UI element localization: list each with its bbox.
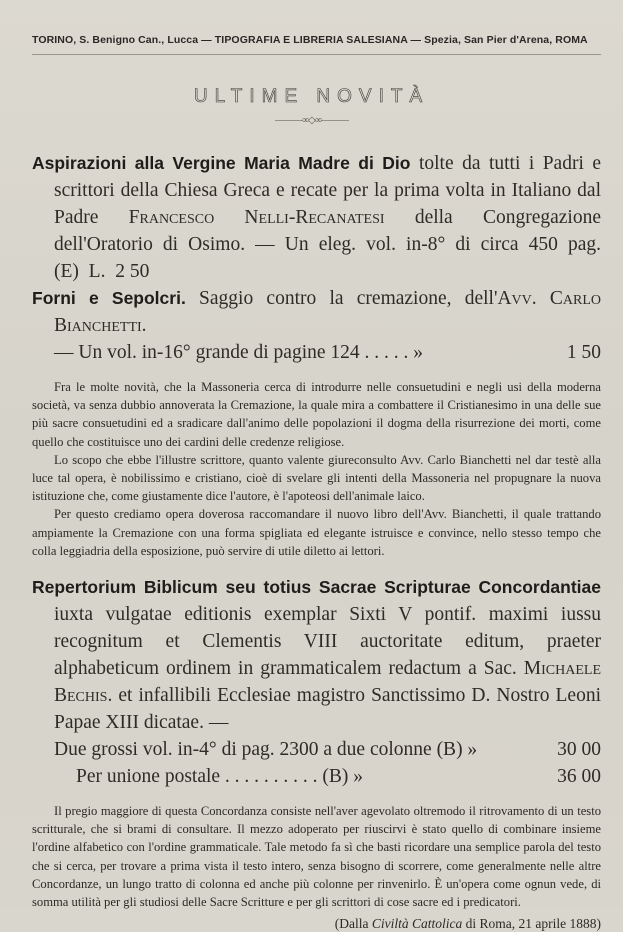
price-line (32, 736, 601, 763)
price-line (32, 763, 601, 790)
entry-text: iuxta vulgatae editionis exemplar Sixti V pontif. maximi iussu recognitum et Clementis VIII auctoritate editum, praeter alphabeticum ordinem in grammaticalem redactum a Sac. (54, 604, 601, 680)
price: 2 50 (115, 261, 150, 282)
price: 1 50 (566, 342, 601, 363)
entry-text: . et infallibili Ecclesiae magistro Sanctissimo D. Nostro Leoni Papae XIII dicatae. — (54, 685, 601, 734)
review-paragraph: Per questo crediamo opera doverosa raccomandare il nuovo libro dell'Avv. Bianchetti, il quale trattando ampiamente la Cremazione con una forma spigliata ed elegante istruisce e convince, nello stesso tempo che colla leggiadria della esposizione, può servire di utile diletto ai lettori. (32, 507, 601, 558)
price: 36 00 (557, 766, 601, 788)
entry-title: Repertorium Biblicum seu totius Sacrae Scripturae Concordantiae (32, 577, 601, 598)
entry-text: — Un vol. in-16° grande di pagine 124 . . . . . » (54, 342, 424, 363)
header-rule (32, 54, 601, 55)
review-paragraph: Lo scopo che ebbe l'illustre scrittore, quanto valente giureconsulto Avv. Carlo Bianchetti nel dar testè alla luce tal opera, è nobilissimo e cristiano, cioè di svelare gli intenti della Massoneria nel propugnare la nuova istituzione che, come giustamente dice l'autore, è l'apoteosi dell'animale laico. (32, 452, 601, 504)
citation-text: di Roma, 21 aprile 1888) (462, 916, 601, 932)
entry-text: . (141, 315, 147, 336)
price-label: L. (88, 261, 106, 282)
price: 30 00 (557, 739, 601, 761)
entry-text: tolte da tutti i Padri e scrittori della Chiesa Greca e recate per la prima volta in Italiano dal Padre (54, 153, 601, 228)
section-title: ULTIME NOVITÀ (193, 86, 430, 107)
price-line (32, 339, 601, 366)
running-head: TORINO, S. Benigno Can., Lucca — TIPOGRAFIA E LIBRERIA SALESIANA — Spezia, San Pier d'Arena, ROMA (32, 34, 588, 46)
entry-author: Francesco Nelli-Recanatesi (128, 207, 385, 228)
ornament-divider: ———∞◇∞——— (275, 115, 348, 126)
citation-source: Civiltà Cattolica (371, 916, 463, 932)
entry-title: Forni e Sepolcri. (32, 288, 186, 308)
citation-text: (Dalla (334, 916, 372, 932)
review-block (32, 378, 601, 560)
citation (32, 916, 601, 932)
entry-text: Saggio contro la cremazione, dell' (185, 288, 498, 309)
entry-repertorium (32, 574, 601, 736)
entry-author: Avv. Carlo Bianchetti (54, 288, 601, 336)
entries (32, 150, 601, 932)
entry-aspirazioni (32, 150, 601, 285)
entry-title: Aspirazioni alla Vergine Maria Madre di Dio (32, 153, 411, 173)
entry-text: Per unione postale . . . . . . . . . . (B) » (76, 766, 364, 788)
entry-text: Due grossi vol. in-4° di pag. 2300 a due colonne (B) » (54, 739, 478, 761)
review-paragraph: Fra le molte novità, che la Massoneria cerca di introdurre nelle consuetudini e negli usi della moderna società, va senza dubbio annoverata la Cremazione, la quale mira a combattere il Cristianesimo in una delle sue più sacre consuetudini ed a sradicare dall'animo delle popolazioni il dogma della risurrezione dei morti, come quello che costituisce uno dei cardini delle credenze religiose. (32, 380, 601, 449)
entry-text: della Congregazione dell'Oratorio di Osimo. — Un eleg. vol. in-8° di circa 450 pag. (E) (54, 207, 601, 282)
entry-forni-sepolcri (32, 285, 601, 339)
entry-author: Michaele Bechis (54, 658, 601, 707)
review-paragraph: Il pregio maggiore di questa Concordanza consiste nell'aver agevolato oltremodo il ritrovamento di un testo scritturale, che si brami di consultare. Il mezzo adoperato per riuscirvi è stato quello di combinare insieme l'ordine alfabetico con l'ordine grammaticale. Tale metodo fa sì che basti ricordare una semplice parola del testo che si cerca, per trovare a prima vista il testo intero, senza bisogno di scorrere, come generalmente nelle altre Concordanze, un lungo tratto di colonna ed anche più colonne per rinvenirlo. È un'opera come ognun vede, di somma utilità per gli studiosi delle Sacre Scritture e per gli scrittori di cose sacre ed i predicatori. (32, 804, 601, 910)
